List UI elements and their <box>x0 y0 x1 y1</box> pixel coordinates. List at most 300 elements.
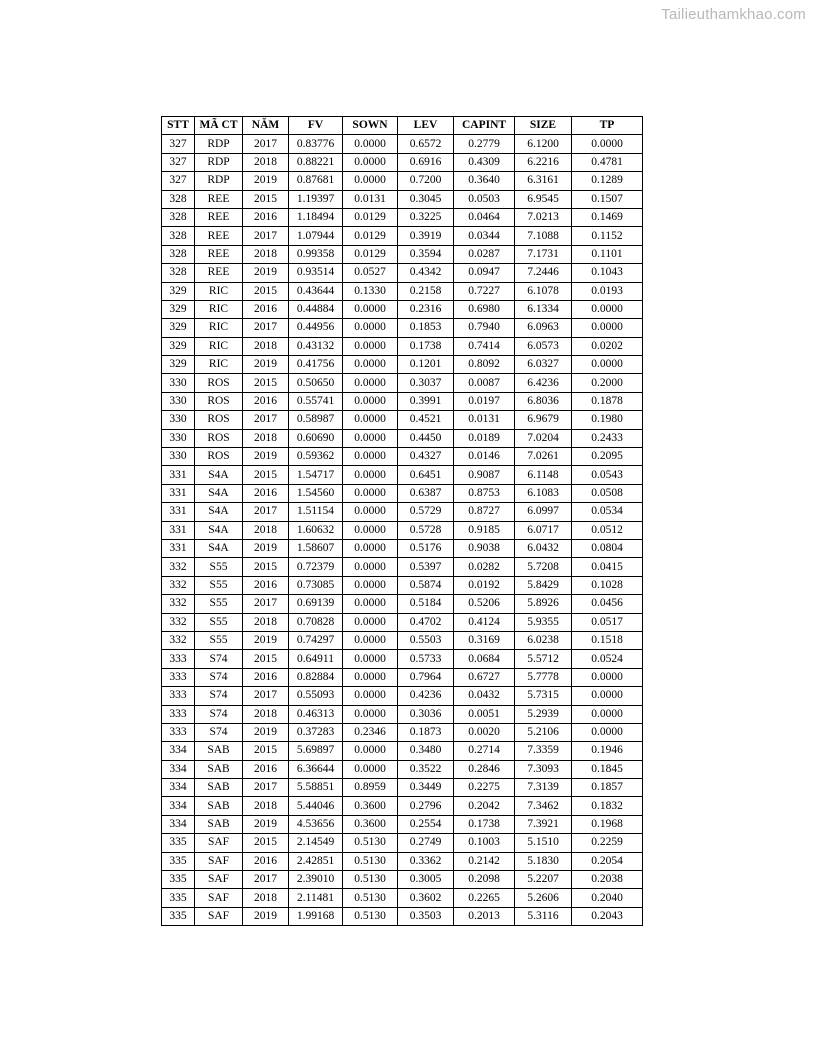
table-row <box>162 723 643 741</box>
cell-nam: 2018 <box>243 705 289 723</box>
cell-size: 5.5712 <box>515 650 572 668</box>
cell-lev: 0.2796 <box>398 797 454 815</box>
cell-ma-ct: ROS <box>195 448 243 466</box>
cell-lev: 0.3503 <box>398 907 454 925</box>
cell-fv: 0.37283 <box>289 723 343 741</box>
cell-tp: 0.0000 <box>572 300 643 318</box>
cell-sown: 0.0000 <box>343 631 398 649</box>
cell-sown: 0.0000 <box>343 760 398 778</box>
cell-fv: 0.72379 <box>289 558 343 576</box>
cell-sown: 0.0000 <box>343 521 398 539</box>
cell-fv: 0.46313 <box>289 705 343 723</box>
table-row <box>162 742 643 760</box>
table-row <box>162 466 643 484</box>
cell-nam: 2018 <box>243 613 289 631</box>
cell-ma-ct: SAF <box>195 889 243 907</box>
header-nam: NĂM <box>243 117 289 135</box>
cell-capint: 0.0051 <box>454 705 515 723</box>
cell-tp: 0.1289 <box>572 172 643 190</box>
cell-sown: 0.5130 <box>343 871 398 889</box>
cell-lev: 0.2554 <box>398 815 454 833</box>
cell-lev: 0.1201 <box>398 356 454 374</box>
cell-nam: 2019 <box>243 815 289 833</box>
table-row <box>162 484 643 502</box>
cell-lev: 0.5729 <box>398 503 454 521</box>
cell-size: 7.3139 <box>515 779 572 797</box>
cell-nam: 2015 <box>243 466 289 484</box>
cell-lev: 0.3449 <box>398 779 454 797</box>
cell-capint: 0.3169 <box>454 631 515 649</box>
table-row <box>162 558 643 576</box>
cell-ma-ct: ROS <box>195 374 243 392</box>
data-table <box>161 116 643 926</box>
cell-stt: 335 <box>162 889 195 907</box>
cell-tp: 0.1028 <box>572 576 643 594</box>
cell-sown: 0.0000 <box>343 374 398 392</box>
cell-nam: 2016 <box>243 576 289 594</box>
cell-fv: 2.42851 <box>289 852 343 870</box>
cell-size: 7.3462 <box>515 797 572 815</box>
cell-nam: 2017 <box>243 687 289 705</box>
cell-tp: 0.0000 <box>572 135 643 153</box>
header-sown: SOWN <box>343 117 398 135</box>
cell-stt: 332 <box>162 558 195 576</box>
cell-lev: 0.7964 <box>398 668 454 686</box>
cell-fv: 1.54560 <box>289 484 343 502</box>
cell-ma-ct: REE <box>195 190 243 208</box>
table-row <box>162 153 643 171</box>
cell-fv: 0.50650 <box>289 374 343 392</box>
cell-fv: 0.74297 <box>289 631 343 649</box>
cell-lev: 0.3037 <box>398 374 454 392</box>
cell-capint: 0.0344 <box>454 227 515 245</box>
cell-sown: 0.0000 <box>343 411 398 429</box>
cell-fv: 0.73085 <box>289 576 343 594</box>
cell-nam: 2017 <box>243 319 289 337</box>
cell-lev: 0.5728 <box>398 521 454 539</box>
cell-nam: 2016 <box>243 484 289 502</box>
cell-fv: 1.58607 <box>289 539 343 557</box>
cell-sown: 0.0131 <box>343 190 398 208</box>
cell-size: 5.7315 <box>515 687 572 705</box>
cell-sown: 0.0527 <box>343 264 398 282</box>
cell-stt: 327 <box>162 135 195 153</box>
cell-fv: 5.44046 <box>289 797 343 815</box>
table-row <box>162 448 643 466</box>
cell-sown: 0.0000 <box>343 300 398 318</box>
cell-nam: 2019 <box>243 264 289 282</box>
cell-fv: 0.82884 <box>289 668 343 686</box>
cell-sown: 0.0000 <box>343 687 398 705</box>
cell-capint: 0.8727 <box>454 503 515 521</box>
cell-ma-ct: S4A <box>195 521 243 539</box>
cell-fv: 1.51154 <box>289 503 343 521</box>
cell-ma-ct: SAF <box>195 834 243 852</box>
cell-stt: 332 <box>162 576 195 594</box>
cell-nam: 2019 <box>243 448 289 466</box>
cell-tp: 0.4781 <box>572 153 643 171</box>
cell-size: 6.0573 <box>515 337 572 355</box>
cell-fv: 0.60690 <box>289 429 343 447</box>
cell-ma-ct: S74 <box>195 723 243 741</box>
cell-stt: 335 <box>162 852 195 870</box>
cell-capint: 0.3640 <box>454 172 515 190</box>
header-lev: LEV <box>398 117 454 135</box>
cell-nam: 2019 <box>243 172 289 190</box>
cell-capint: 0.6980 <box>454 300 515 318</box>
cell-tp: 0.1878 <box>572 392 643 410</box>
cell-lev: 0.3362 <box>398 852 454 870</box>
cell-nam: 2018 <box>243 337 289 355</box>
cell-nam: 2016 <box>243 852 289 870</box>
cell-tp: 0.2038 <box>572 871 643 889</box>
cell-stt: 330 <box>162 411 195 429</box>
table-row <box>162 300 643 318</box>
table-row <box>162 871 643 889</box>
cell-stt: 328 <box>162 245 195 263</box>
cell-lev: 0.3225 <box>398 208 454 226</box>
table-row <box>162 595 643 613</box>
cell-tp: 0.1507 <box>572 190 643 208</box>
table-row <box>162 392 643 410</box>
cell-lev: 0.3991 <box>398 392 454 410</box>
cell-fv: 0.44956 <box>289 319 343 337</box>
cell-ma-ct: RIC <box>195 300 243 318</box>
cell-ma-ct: SAB <box>195 779 243 797</box>
cell-size: 6.1083 <box>515 484 572 502</box>
cell-sown: 0.0000 <box>343 576 398 594</box>
cell-tp: 0.0508 <box>572 484 643 502</box>
cell-size: 6.0717 <box>515 521 572 539</box>
cell-nam: 2016 <box>243 668 289 686</box>
cell-capint: 0.1738 <box>454 815 515 833</box>
cell-size: 5.2606 <box>515 889 572 907</box>
cell-stt: 335 <box>162 907 195 925</box>
cell-lev: 0.3005 <box>398 871 454 889</box>
cell-nam: 2019 <box>243 539 289 557</box>
cell-ma-ct: RIC <box>195 319 243 337</box>
cell-lev: 0.3036 <box>398 705 454 723</box>
cell-lev: 0.4327 <box>398 448 454 466</box>
cell-stt: 334 <box>162 742 195 760</box>
cell-fv: 1.54717 <box>289 466 343 484</box>
cell-lev: 0.6387 <box>398 484 454 502</box>
cell-tp: 0.1152 <box>572 227 643 245</box>
cell-capint: 0.4124 <box>454 613 515 631</box>
cell-sown: 0.0000 <box>343 319 398 337</box>
cell-sown: 0.0000 <box>343 668 398 686</box>
cell-capint: 0.0020 <box>454 723 515 741</box>
cell-capint: 0.8753 <box>454 484 515 502</box>
cell-ma-ct: S74 <box>195 650 243 668</box>
cell-lev: 0.2158 <box>398 282 454 300</box>
cell-fv: 0.55093 <box>289 687 343 705</box>
cell-lev: 0.4521 <box>398 411 454 429</box>
cell-sown: 0.0000 <box>343 705 398 723</box>
cell-lev: 0.4236 <box>398 687 454 705</box>
cell-stt: 330 <box>162 374 195 392</box>
cell-ma-ct: SAB <box>195 815 243 833</box>
cell-tp: 0.0534 <box>572 503 643 521</box>
cell-stt: 331 <box>162 466 195 484</box>
cell-stt: 331 <box>162 539 195 557</box>
cell-nam: 2017 <box>243 227 289 245</box>
header-tp: TP <box>572 117 643 135</box>
cell-size: 6.1078 <box>515 282 572 300</box>
cell-capint: 0.7227 <box>454 282 515 300</box>
cell-tp: 0.1845 <box>572 760 643 778</box>
cell-fv: 1.19397 <box>289 190 343 208</box>
cell-capint: 0.0503 <box>454 190 515 208</box>
cell-tp: 0.0000 <box>572 705 643 723</box>
cell-ma-ct: RDP <box>195 153 243 171</box>
cell-ma-ct: REE <box>195 264 243 282</box>
cell-ma-ct: RIC <box>195 282 243 300</box>
cell-size: 6.9679 <box>515 411 572 429</box>
cell-tp: 0.0456 <box>572 595 643 613</box>
cell-fv: 0.41756 <box>289 356 343 374</box>
table-row <box>162 650 643 668</box>
cell-capint: 0.9087 <box>454 466 515 484</box>
cell-size: 5.2207 <box>515 871 572 889</box>
cell-stt: 331 <box>162 521 195 539</box>
table-row <box>162 815 643 833</box>
table-body <box>162 135 643 926</box>
table-row <box>162 631 643 649</box>
cell-lev: 0.5176 <box>398 539 454 557</box>
cell-nam: 2018 <box>243 521 289 539</box>
cell-stt: 327 <box>162 172 195 190</box>
cell-stt: 329 <box>162 300 195 318</box>
cell-size: 5.7208 <box>515 558 572 576</box>
cell-capint: 0.2142 <box>454 852 515 870</box>
cell-sown: 0.0000 <box>343 595 398 613</box>
cell-size: 7.2446 <box>515 264 572 282</box>
cell-size: 6.0432 <box>515 539 572 557</box>
header-fv: FV <box>289 117 343 135</box>
cell-sown: 0.5130 <box>343 852 398 870</box>
cell-size: 5.8429 <box>515 576 572 594</box>
cell-nam: 2017 <box>243 411 289 429</box>
cell-ma-ct: S55 <box>195 576 243 594</box>
cell-nam: 2019 <box>243 356 289 374</box>
cell-nam: 2018 <box>243 429 289 447</box>
cell-sown: 0.0000 <box>343 172 398 190</box>
cell-size: 5.2939 <box>515 705 572 723</box>
cell-nam: 2016 <box>243 208 289 226</box>
cell-lev: 0.4450 <box>398 429 454 447</box>
cell-sown: 0.0129 <box>343 208 398 226</box>
cell-lev: 0.3594 <box>398 245 454 263</box>
cell-tp: 0.0517 <box>572 613 643 631</box>
cell-nam: 2016 <box>243 760 289 778</box>
cell-stt: 330 <box>162 429 195 447</box>
cell-ma-ct: REE <box>195 227 243 245</box>
cell-lev: 0.3522 <box>398 760 454 778</box>
table-row <box>162 411 643 429</box>
cell-stt: 333 <box>162 668 195 686</box>
cell-lev: 0.2749 <box>398 834 454 852</box>
cell-sown: 0.0129 <box>343 245 398 263</box>
cell-tp: 0.1518 <box>572 631 643 649</box>
cell-nam: 2016 <box>243 392 289 410</box>
cell-lev: 0.7200 <box>398 172 454 190</box>
cell-size: 5.8926 <box>515 595 572 613</box>
cell-tp: 0.1857 <box>572 779 643 797</box>
cell-capint: 0.1003 <box>454 834 515 852</box>
cell-lev: 0.5503 <box>398 631 454 649</box>
cell-sown: 0.0000 <box>343 558 398 576</box>
cell-capint: 0.9038 <box>454 539 515 557</box>
cell-tp: 0.0202 <box>572 337 643 355</box>
cell-capint: 0.7414 <box>454 337 515 355</box>
cell-tp: 0.0804 <box>572 539 643 557</box>
cell-fv: 0.58987 <box>289 411 343 429</box>
cell-nam: 2015 <box>243 190 289 208</box>
cell-lev: 0.4702 <box>398 613 454 631</box>
table-row <box>162 319 643 337</box>
watermark-text: Tailieuthamkhao.com <box>661 6 806 23</box>
cell-fv: 1.99168 <box>289 907 343 925</box>
cell-size: 7.0204 <box>515 429 572 447</box>
table-row <box>162 135 643 153</box>
table-row <box>162 374 643 392</box>
cell-stt: 333 <box>162 687 195 705</box>
cell-nam: 2018 <box>243 889 289 907</box>
cell-stt: 333 <box>162 650 195 668</box>
cell-lev: 0.3919 <box>398 227 454 245</box>
cell-tp: 0.1946 <box>572 742 643 760</box>
cell-capint: 0.0282 <box>454 558 515 576</box>
cell-lev: 0.1873 <box>398 723 454 741</box>
cell-stt: 333 <box>162 705 195 723</box>
cell-capint: 0.2013 <box>454 907 515 925</box>
cell-size: 6.3161 <box>515 172 572 190</box>
header-stt: STT <box>162 117 195 135</box>
table-row <box>162 779 643 797</box>
cell-fv: 0.44884 <box>289 300 343 318</box>
cell-ma-ct: ROS <box>195 392 243 410</box>
cell-size: 7.3921 <box>515 815 572 833</box>
cell-lev: 0.2316 <box>398 300 454 318</box>
cell-nam: 2019 <box>243 907 289 925</box>
cell-tp: 0.0512 <box>572 521 643 539</box>
cell-stt: 332 <box>162 595 195 613</box>
table-row <box>162 687 643 705</box>
cell-ma-ct: SAF <box>195 907 243 925</box>
cell-fv: 0.59362 <box>289 448 343 466</box>
cell-sown: 0.5130 <box>343 889 398 907</box>
table-row <box>162 907 643 925</box>
cell-stt: 335 <box>162 834 195 852</box>
cell-tp: 0.0415 <box>572 558 643 576</box>
cell-size: 6.0327 <box>515 356 572 374</box>
cell-nam: 2015 <box>243 650 289 668</box>
cell-ma-ct: REE <box>195 245 243 263</box>
cell-lev: 0.1738 <box>398 337 454 355</box>
cell-ma-ct: REE <box>195 208 243 226</box>
cell-tp: 0.2040 <box>572 889 643 907</box>
cell-sown: 0.0000 <box>343 448 398 466</box>
cell-sown: 0.0000 <box>343 742 398 760</box>
cell-nam: 2015 <box>243 834 289 852</box>
cell-nam: 2015 <box>243 282 289 300</box>
cell-nam: 2017 <box>243 503 289 521</box>
cell-ma-ct: S4A <box>195 484 243 502</box>
cell-size: 5.1830 <box>515 852 572 870</box>
table-row <box>162 539 643 557</box>
cell-nam: 2016 <box>243 300 289 318</box>
table-row <box>162 190 643 208</box>
table-row <box>162 576 643 594</box>
cell-size: 7.3093 <box>515 760 572 778</box>
cell-capint: 0.2275 <box>454 779 515 797</box>
cell-fv: 0.88221 <box>289 153 343 171</box>
cell-ma-ct: S55 <box>195 595 243 613</box>
cell-tp: 0.1832 <box>572 797 643 815</box>
cell-size: 7.0213 <box>515 208 572 226</box>
cell-tp: 0.2259 <box>572 834 643 852</box>
cell-sown: 0.0000 <box>343 613 398 631</box>
cell-lev: 0.3602 <box>398 889 454 907</box>
cell-nam: 2017 <box>243 595 289 613</box>
cell-fv: 6.36644 <box>289 760 343 778</box>
cell-fv: 0.87681 <box>289 172 343 190</box>
cell-sown: 0.0000 <box>343 503 398 521</box>
cell-lev: 0.5874 <box>398 576 454 594</box>
cell-stt: 328 <box>162 208 195 226</box>
cell-ma-ct: RIC <box>195 356 243 374</box>
cell-sown: 0.5130 <box>343 907 398 925</box>
cell-tp: 0.2043 <box>572 907 643 925</box>
cell-ma-ct: SAF <box>195 871 243 889</box>
cell-fv: 0.83776 <box>289 135 343 153</box>
cell-nam: 2017 <box>243 871 289 889</box>
cell-ma-ct: SAB <box>195 797 243 815</box>
cell-nam: 2019 <box>243 631 289 649</box>
table-row <box>162 503 643 521</box>
table-row <box>162 172 643 190</box>
cell-stt: 332 <box>162 631 195 649</box>
cell-capint: 0.0947 <box>454 264 515 282</box>
cell-stt: 334 <box>162 797 195 815</box>
cell-fv: 4.53656 <box>289 815 343 833</box>
cell-tp: 0.0193 <box>572 282 643 300</box>
cell-sown: 0.0000 <box>343 135 398 153</box>
cell-size: 6.1334 <box>515 300 572 318</box>
cell-stt: 329 <box>162 282 195 300</box>
cell-stt: 331 <box>162 484 195 502</box>
cell-sown: 0.5130 <box>343 834 398 852</box>
cell-size: 7.3359 <box>515 742 572 760</box>
header-ma-ct: MÃ CT <box>195 117 243 135</box>
cell-stt: 329 <box>162 337 195 355</box>
cell-ma-ct: SAB <box>195 760 243 778</box>
cell-fv: 2.39010 <box>289 871 343 889</box>
cell-tp: 0.0000 <box>572 723 643 741</box>
table-row <box>162 208 643 226</box>
cell-capint: 0.0146 <box>454 448 515 466</box>
cell-stt: 328 <box>162 190 195 208</box>
cell-nam: 2017 <box>243 135 289 153</box>
cell-tp: 0.0543 <box>572 466 643 484</box>
table-row <box>162 668 643 686</box>
cell-fv: 0.43644 <box>289 282 343 300</box>
cell-capint: 0.6727 <box>454 668 515 686</box>
cell-tp: 0.0000 <box>572 668 643 686</box>
cell-ma-ct: RDP <box>195 172 243 190</box>
cell-ma-ct: S74 <box>195 668 243 686</box>
